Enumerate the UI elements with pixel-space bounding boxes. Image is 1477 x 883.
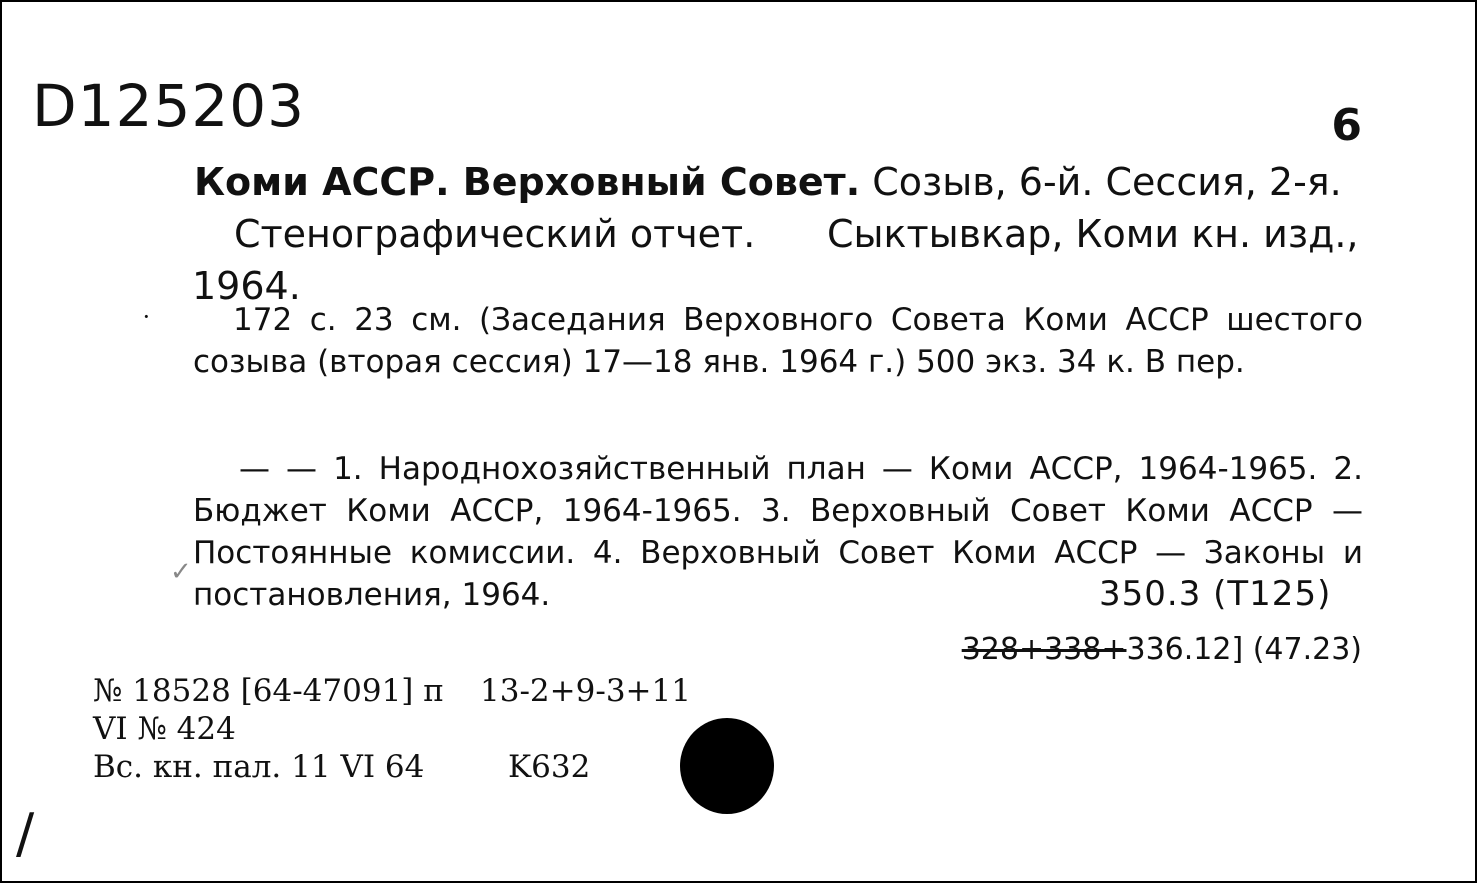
print-series: VI № 424 xyxy=(93,711,236,747)
check-mark-icon: ✓ xyxy=(170,557,192,586)
print-chamber: Вс. кн. пал. 11 VI 64 xyxy=(93,749,425,785)
title-publisher-line xyxy=(234,212,1359,256)
classification-rest: 336.12] (47.23) xyxy=(1126,632,1362,667)
handwritten-inventory-number: D125203 xyxy=(32,72,306,140)
margin-dot: · xyxy=(142,302,151,331)
shelf-mark-handwritten: 350.3 (T125) xyxy=(1099,574,1332,614)
classification-index xyxy=(962,632,1362,667)
publisher-text: Сыктывкар, Коми кн. изд., xyxy=(827,212,1359,256)
author-heading: Коми АССР. Верховный Совет. xyxy=(194,160,861,204)
title-text: Стенографический отчет. xyxy=(234,212,756,256)
printing-info xyxy=(93,672,691,786)
card-number: 6 xyxy=(1331,100,1362,151)
struck-classification: 328+338+ xyxy=(961,632,1127,667)
print-row-1 xyxy=(93,672,691,710)
print-code: K632 xyxy=(508,749,591,785)
print-row-2 xyxy=(93,710,444,748)
punch-hole xyxy=(680,718,774,814)
subject-headings: — — 1. Народнохозяйственный план — Коми АССР, 1964-1965. 2. Бюджет Коми АССР, 1964-1965. 3. Верховный Совет Коми АССР — Постоянные комиссии. 4. Верховный Совет Коми АССР — Законы и постановления, 1964. xyxy=(193,451,1363,613)
slash-mark: / xyxy=(16,802,35,865)
heading-rest: Созыв, 6-й. Сессия, 2-я. xyxy=(860,160,1342,204)
year-line: 1964. xyxy=(192,264,301,308)
physical-description: 172 с. 23 см. (Заседания Верховного Совета Коми АССР шестого созыва (вторая сессия) 17—18 янв. 1964 г.) 500 экз. 34 к. В пер. xyxy=(193,302,1363,380)
heading-line xyxy=(194,160,1342,204)
print-order-number: № 18528 [64-47091] п xyxy=(93,673,444,709)
print-row-3 xyxy=(93,748,591,786)
print-codes: 13-2+9-3+11 xyxy=(480,673,691,709)
